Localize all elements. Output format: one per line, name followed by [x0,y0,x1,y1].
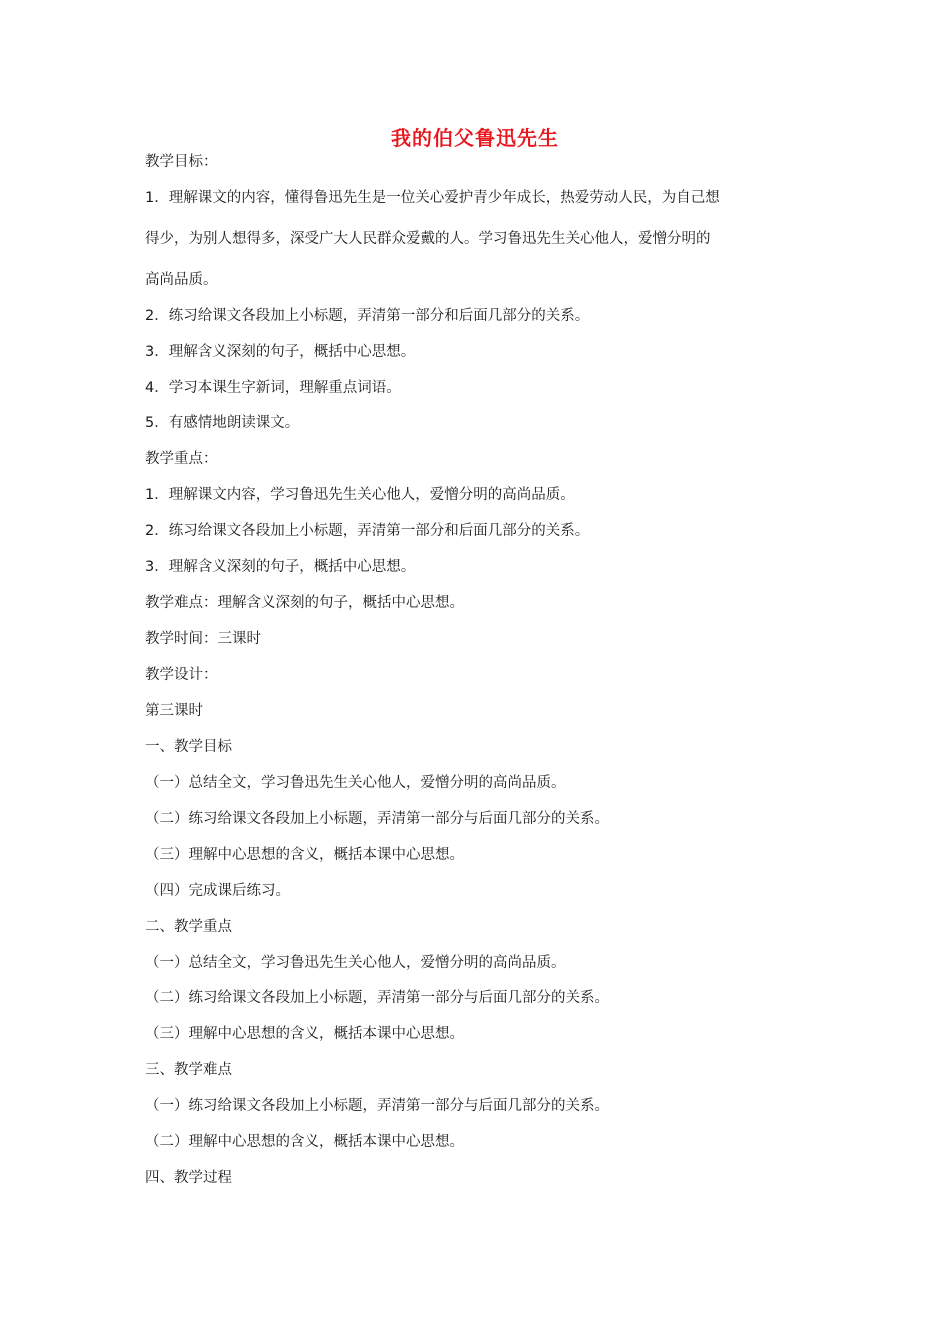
teaching-time-line: 教学时间：三课时 [145,631,261,647]
section-4-heading: 四、教学过程 [145,1170,232,1186]
objective-5: 5．有感情地朗读课文。 [145,415,300,431]
section-2-heading: 二、教学重点 [145,919,232,935]
objective-3: 3．理解含义深刻的句子，概括中心思想。 [145,344,416,360]
objective-1-line-3: 高尚品质。 [145,272,218,288]
section-1-item-4: （四）完成课后练习。 [145,883,290,899]
section-1-item-1: （一）总结全文，学习鲁迅先生关心他人，爱憎分明的高尚品质。 [145,775,566,791]
objective-1-line-1: 1．理解课文的内容，懂得鲁迅先生是一位关心爱护青少年成长，热爱劳动人民，为自己想 [145,190,720,206]
section-3-heading: 三、教学难点 [145,1062,232,1078]
section-3-item-2: （二）理解中心思想的含义，概括本课中心思想。 [145,1134,464,1150]
section-1-heading: 一、教学目标 [145,739,232,755]
document-title: 我的伯父鲁迅先生 [391,126,559,150]
section-2-item-3: （三）理解中心思想的含义，概括本课中心思想。 [145,1026,464,1042]
section-2-item-2: （二）练习给课文各段加上小标题，弄清第一部分与后面几部分的关系。 [145,990,609,1006]
difficulty-line: 教学难点：理解含义深刻的句子，概括中心思想。 [145,595,464,611]
objective-2: 2．练习给课文各段加上小标题，弄清第一部分和后面几部分的关系。 [145,308,590,324]
key-point-2: 2．练习给课文各段加上小标题，弄清第一部分和后面几部分的关系。 [145,523,590,539]
third-lesson-heading: 第三课时 [145,703,203,719]
key-point-1: 1．理解课文内容，学习鲁迅先生关心他人，爱憎分明的高尚品质。 [145,487,575,503]
teaching-design-heading: 教学设计： [145,667,218,683]
objective-1-line-2: 得少，为别人想得多，深受广大人民群众爱戴的人。学习鲁迅先生关心他人，爱憎分明的 [145,231,711,247]
section-1-item-2: （二）练习给课文各段加上小标题，弄清第一部分与后面几部分的关系。 [145,811,609,827]
section-2-item-1: （一）总结全文，学习鲁迅先生关心他人，爱憎分明的高尚品质。 [145,955,566,971]
section-3-item-1: （一）练习给课文各段加上小标题，弄清第一部分与后面几部分的关系。 [145,1098,609,1114]
objective-4: 4．学习本课生字新词，理解重点词语。 [145,380,401,396]
section-heading-objectives: 教学目标： [145,154,218,170]
section-heading-key-points: 教学重点： [145,451,218,467]
key-point-3: 3．理解含义深刻的句子，概括中心思想。 [145,559,416,575]
section-1-item-3: （三）理解中心思想的含义，概括本课中心思想。 [145,847,464,863]
